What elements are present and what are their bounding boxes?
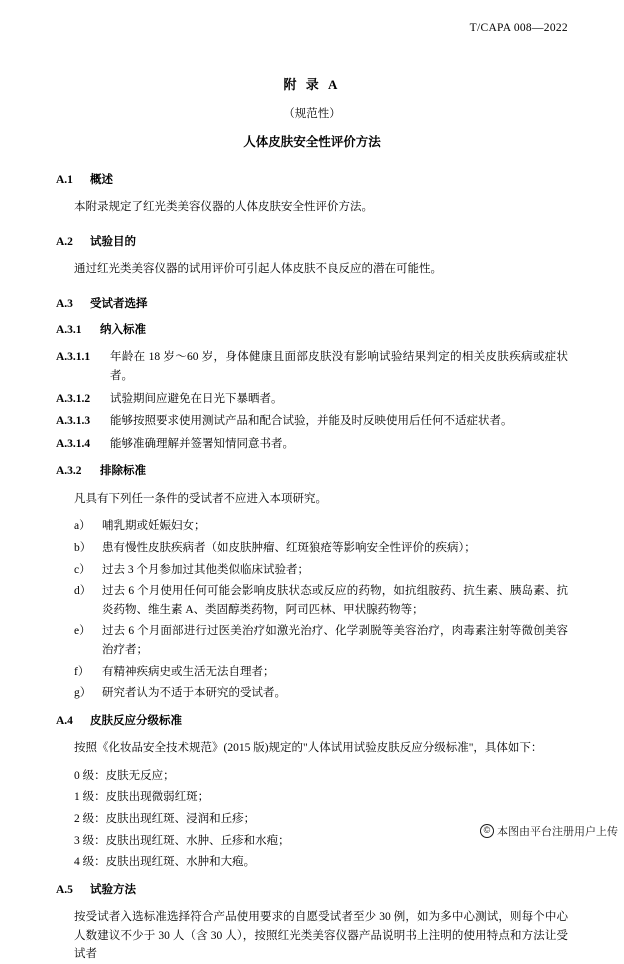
item-text: 能够准确理解并签署知情同意书者。 — [110, 437, 294, 450]
section-heading-a31 — [56, 322, 568, 339]
section-number: A.2 — [56, 235, 73, 248]
inclusion-item — [56, 348, 568, 385]
section-heading-a3 — [56, 296, 568, 313]
section-heading-a5 — [56, 882, 568, 899]
item-label: A.3.1.3 — [56, 415, 91, 428]
section-heading-a4 — [56, 713, 568, 730]
item-label: A.3.1.4 — [56, 437, 91, 450]
section-number: A.3 — [56, 297, 73, 310]
item-text: 哺乳期或妊娠妇女； — [102, 520, 206, 533]
section-title: 概述 — [90, 174, 113, 186]
inclusion-item — [56, 390, 568, 409]
section-number: A.5 — [56, 883, 73, 896]
grade-level: 3 级：皮肤出现红斑、水肿、丘疹和水疱； — [74, 834, 290, 847]
grade-level: 4 级：皮肤出现红斑、水肿和大疱。 — [74, 856, 256, 869]
section-a1-paragraph: 本附录规定了红光类美容仪器的人体皮肤安全性评价方法。 — [74, 201, 373, 214]
section-title: 试验目的 — [90, 235, 136, 248]
exclusion-item — [56, 539, 568, 558]
exclusion-item — [56, 517, 568, 536]
section-a5-paragraph: 按受试者入选标准选择符合产品使用要求的自愿受试者至少 30 例，如为多中心测试，则每个中心人数建议不少于 30 人（含 30 人），按照红光类美容仪器产品说明书上注明的使用特点和方法让受试者 — [74, 911, 568, 961]
section-title: 皮肤反应分级标准 — [90, 714, 182, 727]
inclusion-item — [56, 412, 568, 431]
grade-level: 1 级：皮肤出现微弱红斑； — [74, 791, 210, 804]
section-number: A.4 — [56, 714, 73, 727]
section-heading-a2 — [56, 234, 568, 251]
item-text: 能够按照要求使用测试产品和配合试验，并能及时反映使用后任何不适症状者。 — [110, 415, 513, 428]
section-heading-a32 — [56, 463, 568, 480]
item-text: 有精神疾病史或生活无法自理者； — [102, 665, 275, 678]
section-title: 纳入标准 — [100, 324, 146, 336]
section-number: A.3.2 — [56, 465, 82, 478]
exclusion-item — [56, 561, 568, 580]
section-number: A.1 — [56, 174, 73, 186]
grading-lead: 按照《化妆品安全技术规范》(2015 版)规定的"人体试用试验皮肤反应分级标准"，具体如下： — [74, 742, 543, 755]
exclusion-lead: 凡具有下列任一条件的受试者不应进入本项研究。 — [74, 492, 327, 505]
section-title: 排除标准 — [100, 465, 146, 478]
item-text: 患有慢性皮肤疾病者（如皮肤肿瘤、红斑狼疮等影响安全性评价的疾病）； — [102, 541, 476, 554]
item-text: 研究者认为不适于本研究的受试者。 — [102, 687, 286, 700]
item-marker: d） — [74, 585, 92, 598]
exclusion-item — [56, 582, 568, 619]
item-text: 过去 3 个月参加过其他类似临床试验者； — [102, 563, 309, 576]
section-number: A.3.1 — [56, 324, 82, 336]
item-marker: b） — [74, 541, 92, 554]
watermark — [480, 823, 618, 839]
item-text: 试验期间应避免在日光下暴晒者。 — [110, 392, 283, 405]
grade-level: 0 级：皮肤无反应； — [74, 769, 175, 782]
section-heading-a1 — [56, 172, 568, 189]
item-marker: g） — [74, 687, 92, 700]
page-header: T/CAPA 008—2022 — [469, 22, 568, 34]
item-text: 年龄在 18 岁～60 岁，身体健康且面部皮肤没有影响试验结果判定的相关皮肤疾病或症状者。 — [110, 351, 568, 382]
grade-level: 2 级：皮肤出现红斑、浸润和丘疹； — [74, 813, 256, 825]
item-marker: a） — [74, 520, 91, 533]
section-title: 受试者选择 — [90, 297, 148, 310]
annex-title: 附 录 A — [283, 77, 341, 92]
section-a2-paragraph: 通过红光类美容仪器的试用评价可引起人体皮肤不良反应的潜在可能性。 — [74, 263, 442, 276]
item-marker: c） — [74, 563, 91, 576]
annex-name: 人体皮肤安全性评价方法 — [243, 135, 381, 149]
exclusion-item — [56, 622, 568, 659]
exclusion-item — [56, 663, 568, 682]
annex-subtitle: （规范性） — [283, 108, 341, 120]
item-marker: f） — [74, 665, 90, 678]
item-text: 过去 6 个月使用任何可能会影响皮肤状态或反应的药物，如抗组胺药、抗生素、胰岛素、抗炎药物、维生素 A、类固醇类药物，阿司匹林、甲状腺药物等； — [102, 585, 568, 616]
inclusion-item — [56, 435, 568, 454]
item-label: A.3.1.1 — [56, 351, 91, 364]
item-label: A.3.1.2 — [56, 392, 91, 405]
watermark-text: 本图由平台注册用户上传 — [497, 826, 618, 838]
item-marker: e） — [74, 625, 91, 638]
item-text: 过去 6 个月面部进行过医美治疗如激光治疗、化学剥脱等美容治疗，肉毒素注射等微创美容治疗者； — [102, 625, 568, 656]
exclusion-item — [56, 684, 568, 703]
section-title: 试验方法 — [90, 883, 136, 896]
copyright-icon: © — [480, 824, 494, 838]
